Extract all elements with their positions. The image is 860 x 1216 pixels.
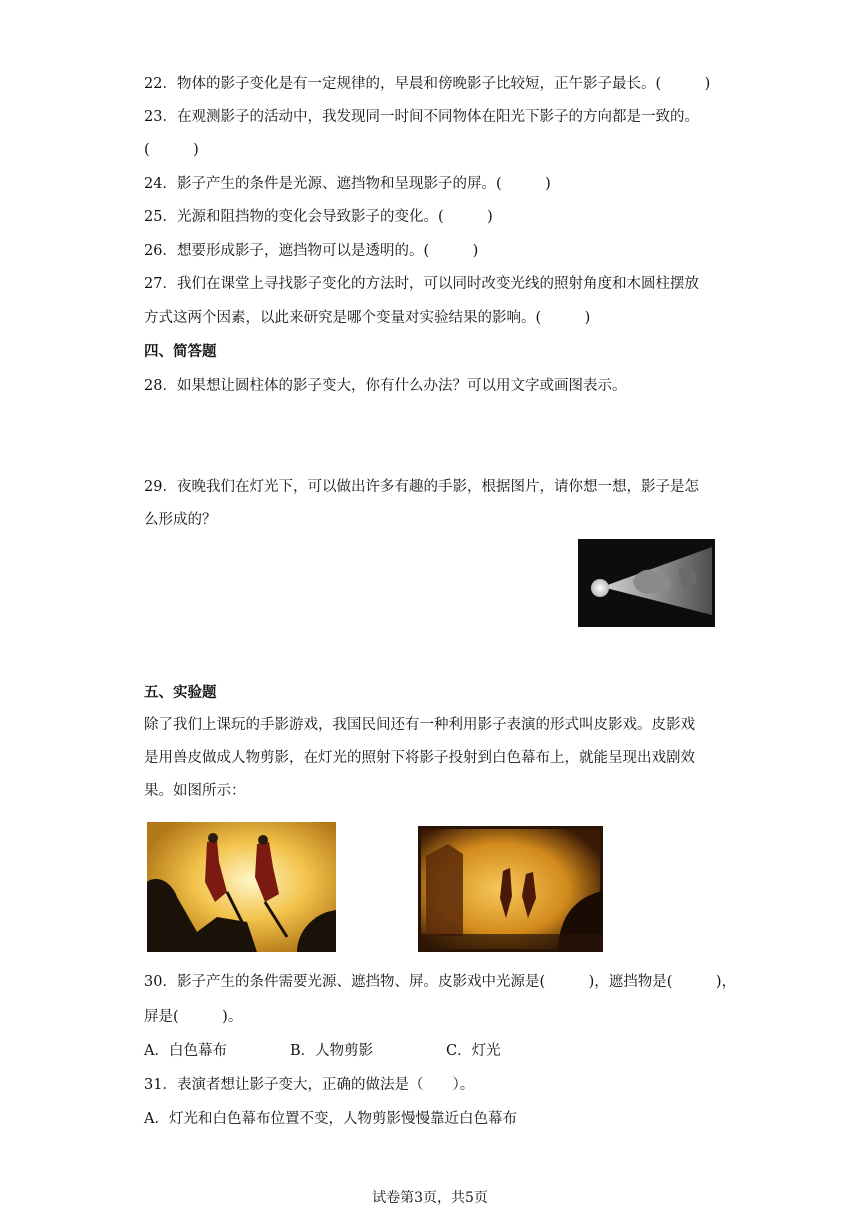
option-c-light[interactable]: C．灯光 [446, 1043, 501, 1059]
section-4-heading: 四、简答题 [144, 344, 217, 360]
question-23-line2: ( ) [144, 142, 199, 158]
hand-shadow-image [578, 539, 715, 627]
option-b-puppet[interactable]: B．人物剪影 [290, 1043, 374, 1059]
question-31-option-a[interactable]: A．灯光和白色幕布位置不变，人物剪影慢慢靠近白色幕布 [144, 1111, 517, 1127]
question-28: 28．如果想让圆柱体的影子变大，你有什么办法？可以用文字或画图表示。 [144, 378, 627, 394]
shadow-puppet-image-right [418, 826, 603, 952]
question-30-line1: 30．影子产生的条件需要光源、遮挡物、屏。皮影戏中光源是( )，遮挡物是( )， [144, 974, 737, 990]
section-5-heading: 五、实验题 [144, 685, 217, 701]
question-27-line2: 方式这两个因素，以此来研究是哪个变量对实验结果的影响。( ) [144, 310, 591, 326]
option-a-screen[interactable]: A．白色幕布 [144, 1043, 227, 1059]
question-25: 25．光源和阻挡物的变化会导致影子的变化。( ) [144, 209, 493, 225]
question-23-line1: 23．在观测影子的活动中，我发现同一时间不同物体在阳光下影子的方向都是一致的。 [144, 109, 699, 125]
question-22: 22．物体的影子变化是有一定规律的，早晨和傍晚影子比较短，正午影子最长。( ) [144, 76, 711, 92]
page-footer: 试卷第3页，共5页 [372, 1190, 488, 1206]
question-29-line1: 29．夜晚我们在灯光下，可以做出许多有趣的手影，根据图片，请你想一想，影子是怎 [144, 479, 699, 495]
section-5-intro-line2: 是用兽皮做成人物剪影，在灯光的照射下将影子投射到白色幕布上，就能呈现出戏剧效 [144, 750, 695, 766]
question-24: 24．影子产生的条件是光源、遮挡物和呈现影子的屏。( ) [144, 176, 551, 192]
question-30-line2: 屏是( )。 [144, 1009, 243, 1025]
section-5-intro-line3: 果。如图所示： [144, 783, 246, 799]
section-5-intro-line1: 除了我们上课玩的手影游戏，我国民间还有一种利用影子表演的形式叫皮影戏。皮影戏 [144, 717, 695, 733]
question-26: 26．想要形成影子，遮挡物可以是透明的。( ) [144, 243, 479, 259]
question-29-line2: 么形成的？ [144, 512, 217, 528]
question-31: 31．表演者想让影子变大，正确的做法是（ ）。 [144, 1077, 475, 1093]
shadow-puppet-image-left [147, 822, 336, 952]
question-27-line1: 27．我们在课堂上寻找影子变化的方法时，可以同时改变光线的照射角度和木圆柱摆放 [144, 276, 699, 292]
